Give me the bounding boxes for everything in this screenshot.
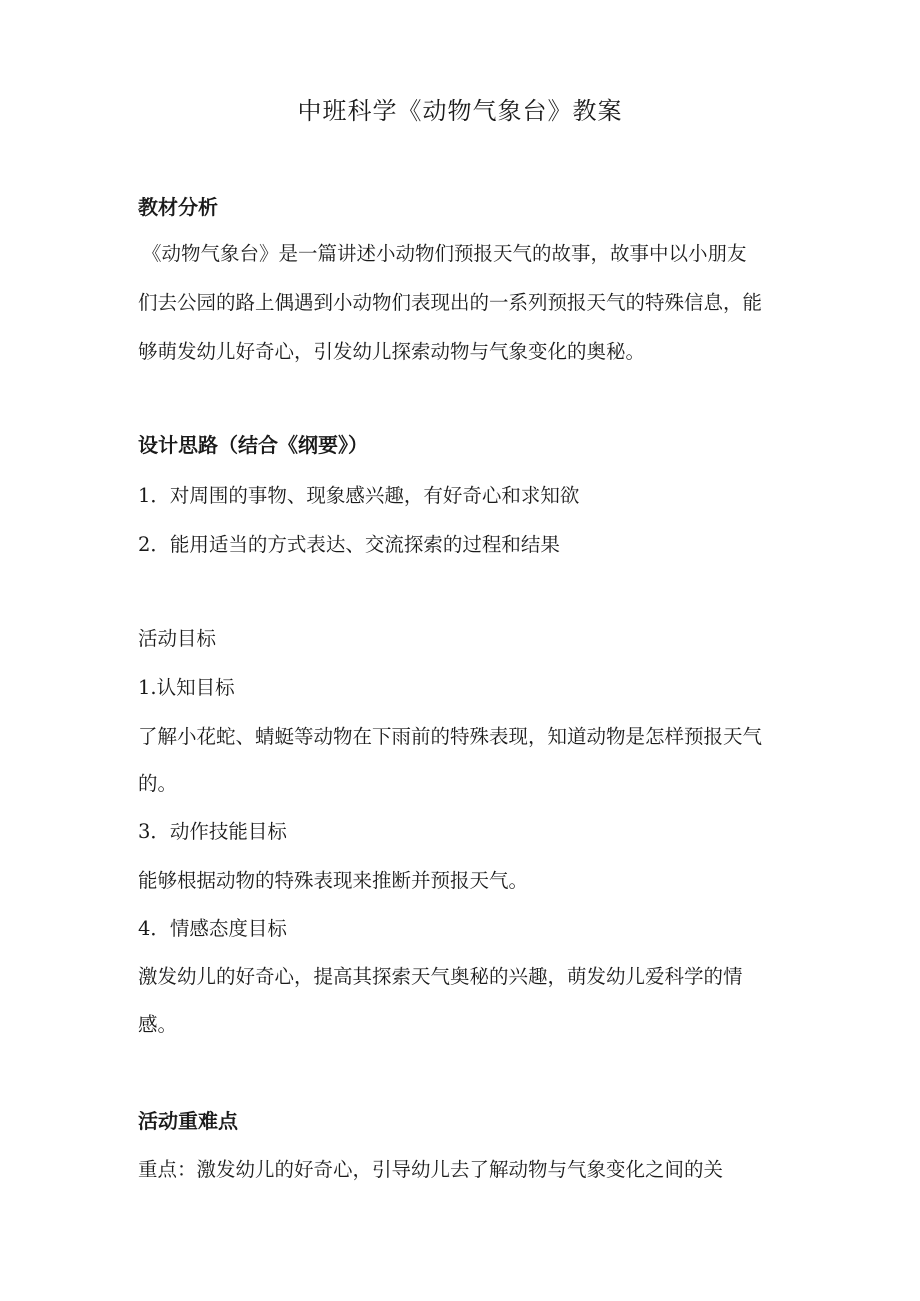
goal-title-affective: 4．情感态度目标 (138, 917, 287, 940)
goal-text-line: 了解小花蛇、蜻蜓等动物在下雨前的特殊表现，知道动物是怎样预报天气 (138, 725, 763, 748)
section-heading-goals: 活动目标 (138, 627, 217, 650)
goal-text-line: 感。 (138, 1013, 178, 1036)
section-heading-materials: 教材分析 (138, 195, 218, 219)
goal-title-cognitive: 1.认知目标 (138, 676, 235, 699)
section-heading-key-points: 活动重难点 (138, 1109, 238, 1133)
section-heading-design: 设计思路（结合《纲要》） (138, 433, 368, 457)
materials-paragraph-line: 《动物气象台》是一篇讲述小动物们预报天气的故事，故事中以小朋友 (142, 242, 747, 265)
design-list-item: 1．对周围的事物、现象感兴趣，有好奇心和求知欲 (138, 484, 580, 507)
materials-paragraph-line: 们去公园的路上偶遇到小动物们表现出的一系列预报天气的特殊信息，能 (138, 291, 763, 314)
materials-paragraph-line: 够萌发幼儿好奇心，引发幼儿探索动物与气象变化的奥秘。 (138, 340, 646, 363)
goal-text-line: 能够根据动物的特殊表现来推断并预报天气。 (138, 869, 529, 892)
goal-title-skill: 3．动作技能目标 (138, 820, 287, 843)
document-title: 中班科学《动物气象台》教案 (297, 97, 623, 125)
goal-text-line: 激发幼儿的好奇心，提高其探索天气奥秘的兴趣，萌发幼儿爱科学的情 (138, 965, 743, 988)
design-list-item: 2．能用适当的方式表达、交流探索的过程和结果 (138, 533, 560, 556)
goal-text-line: 的。 (138, 772, 178, 795)
key-points-text-line: 重点：激发幼儿的好奇心，引导幼儿去了解动物与气象变化之间的关 (138, 1158, 724, 1181)
